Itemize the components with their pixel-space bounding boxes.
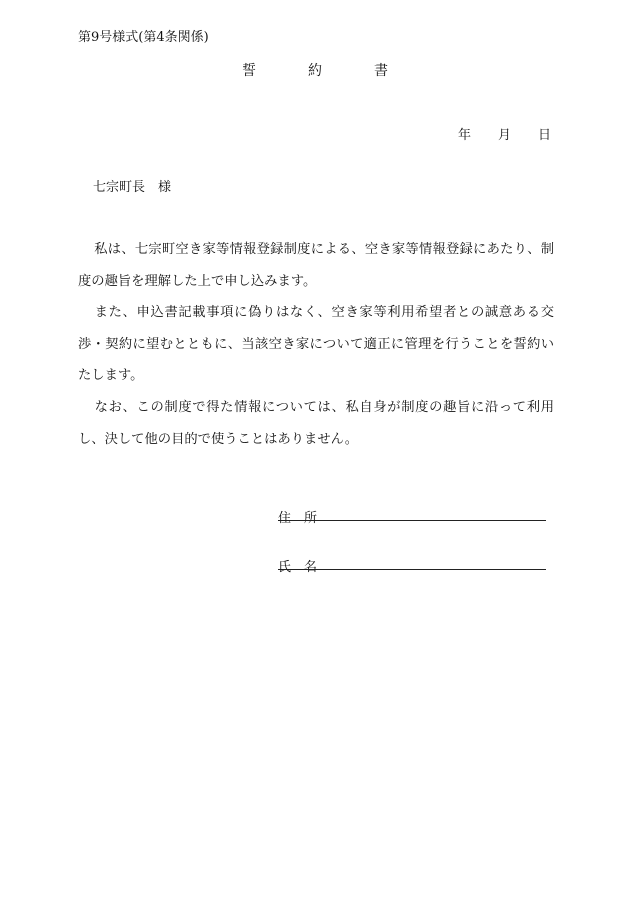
form-number: 第9号様式(第4条関係) (78, 30, 209, 45)
body-paragraph-2 (78, 297, 554, 392)
body-paragraph-1-text: 私は、七宗町空き家等情報登録制度による、空き家等情報登録にあたり、制度の趣旨を理解した上で申し込みます。 (78, 242, 554, 289)
title-char-2: 約 (308, 63, 322, 79)
title-char-3: 書 (374, 63, 388, 79)
body-paragraph-3 (78, 392, 554, 455)
date-month-label: 月 (498, 128, 512, 143)
date-day-label: 日 (538, 128, 552, 143)
body-paragraph-2-text: また、申込書記載事項に偽りはなく、空き家等利用希望者との誠意ある交渉・契約に望むとともに、当該空き家について適正に管理を行うことを誓約いたします。 (78, 305, 554, 383)
addressee: 七宗町長 様 (93, 180, 172, 195)
name-label: 氏 名 (278, 560, 318, 575)
title-char-1: 誓 (242, 63, 256, 79)
name-line (278, 569, 546, 570)
address-label: 住 所 (278, 511, 318, 526)
address-line (278, 520, 546, 521)
body-paragraph-1 (78, 234, 554, 297)
date-year-label: 年 (458, 128, 472, 143)
body-paragraph-3-text: なお、この制度で得た情報については、私自身が制度の趣旨に沿って利用し、決して他の目的で使うことはありません。 (78, 400, 554, 447)
